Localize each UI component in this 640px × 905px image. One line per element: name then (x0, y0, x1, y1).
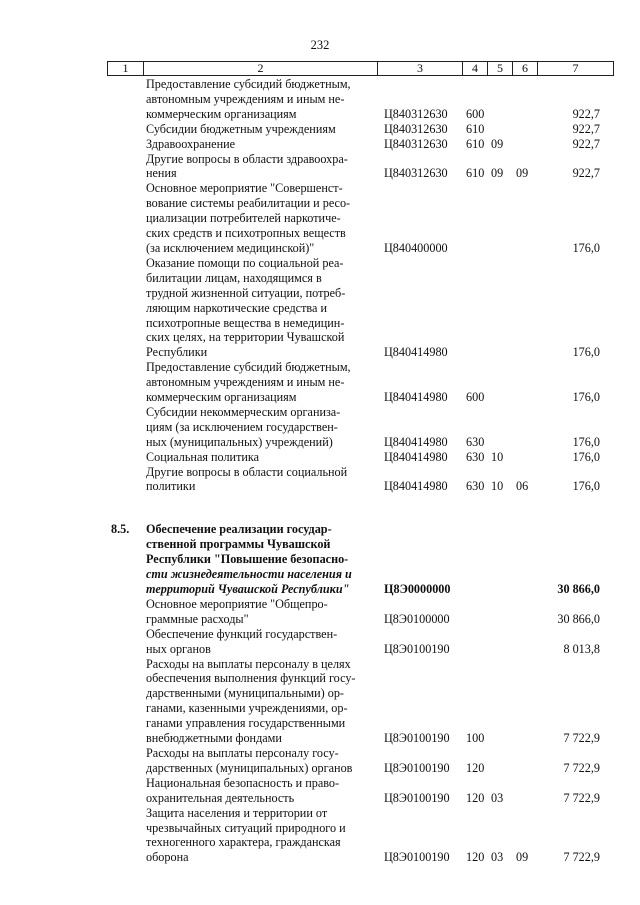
row-expense-type: 610 (466, 166, 485, 181)
row-subsection: 06 (516, 479, 529, 494)
rows-group-1 (0, 77, 640, 494)
row-expense-type: 100 (466, 731, 485, 746)
row-values (0, 791, 640, 806)
row-section: 10 (491, 479, 504, 494)
row-sum: 30 866,0 (557, 611, 600, 626)
col-header-2: 2 (144, 62, 378, 76)
row-name-line: циализации потребителей наркотиче- (146, 211, 341, 226)
table-row (0, 627, 640, 657)
row-name-line: Расходы на выплаты персоналу в целях (146, 656, 351, 671)
section-name-line: Обеспечение реализации государ- (146, 522, 332, 537)
row-section: 10 (491, 449, 504, 464)
row-sum: 8 013,8 (563, 641, 600, 656)
row-name-line: Субсидии некоммерческим организа- (146, 404, 341, 419)
row-name-line: техногенного характера, гражданская (146, 835, 341, 850)
row-expense-type: 630 (466, 449, 485, 464)
row-code: Ц8Э0100190 (384, 760, 450, 775)
row-sum: 922,7 (572, 121, 600, 136)
row-values (0, 107, 640, 122)
row-name-line: Предоставление субсидий бюджетным, (146, 77, 351, 91)
row-code: Ц8Э0100190 (384, 790, 450, 805)
row-sum: 176,0 (572, 240, 600, 255)
row-expense-type: 610 (466, 121, 485, 136)
row-values (0, 761, 640, 776)
row-name-line: ганами управления государственными (146, 716, 346, 731)
row-expense-type: 630 (466, 479, 485, 494)
row-name-line: трудной жизненной ситуации, потреб- (146, 285, 346, 300)
row-sum: 176,0 (572, 434, 600, 449)
row-name-line: вование системы реабилитации и ресо- (146, 196, 351, 211)
row-name-line: Основное мероприятие "Совершенст- (146, 181, 343, 196)
row-sum: 7 722,9 (563, 850, 600, 865)
table-row (0, 256, 640, 360)
row-values (0, 642, 640, 657)
row-name-line: охранительная деятельность (146, 790, 295, 805)
row-name-line: Предоставление субсидий бюджетным, (146, 360, 351, 375)
budget-rows (0, 77, 640, 865)
table-row (0, 746, 640, 776)
row-sum: 176,0 (572, 449, 600, 464)
section-gap (0, 494, 640, 522)
table-row (0, 137, 640, 152)
row-sum: 922,7 (572, 136, 600, 151)
col-header-4: 4 (463, 62, 488, 76)
row-sum: 7 722,9 (563, 790, 600, 805)
row-name-line: граммные расходы" (146, 611, 249, 626)
row-values (0, 450, 640, 465)
row-code: Ц840312630 (384, 166, 448, 181)
row-values (0, 731, 640, 746)
row-name-line: Защита населения и территории от (146, 805, 328, 820)
row-name-line: ганами, казенными учреждениями, ор- (146, 701, 348, 716)
col-header-1: 1 (108, 62, 144, 76)
row-code: Ц840414980 (384, 345, 448, 360)
row-expense-type: 120 (466, 790, 485, 805)
row-name-line: ных (муниципальных) учреждений) (146, 434, 333, 449)
row-name-line: обеспечения выполнения функций госу- (146, 671, 356, 686)
row-values (0, 241, 640, 256)
col-header-6: 6 (513, 62, 538, 76)
table-row (0, 405, 640, 450)
row-sum: 922,7 (572, 106, 600, 121)
col-header-5: 5 (488, 62, 513, 76)
row-code: Ц840414980 (384, 479, 448, 494)
row-section: 09 (491, 166, 504, 181)
row-sum: 176,0 (572, 345, 600, 360)
section-row (0, 522, 640, 597)
column-header-table (107, 61, 614, 76)
row-sum: 922,7 (572, 166, 600, 181)
row-code: Ц840312630 (384, 136, 448, 151)
row-name-line: психотропные вещества в немедицин- (146, 315, 345, 330)
section-name-line: ственной программы Чувашской (146, 537, 331, 552)
row-code: Ц840414980 (384, 449, 448, 464)
row-name-line: Обеспечение функций государствен- (146, 626, 338, 641)
col-header-7: 7 (538, 62, 614, 76)
row-expense-type: 120 (466, 760, 485, 775)
row-expense-type: 600 (466, 390, 485, 405)
row-name-line: Другие вопросы в области социальной (146, 464, 348, 479)
row-sum: 7 722,9 (563, 731, 600, 746)
row-sum: 176,0 (572, 390, 600, 405)
table-row (0, 181, 640, 256)
row-name-line: Здравоохранение (146, 136, 236, 151)
table-row (0, 597, 640, 627)
row-name-line: коммерческим организациям (146, 390, 297, 405)
row-name-line: Расходы на выплаты персоналу госу- (146, 745, 339, 760)
row-name-line: билитации лицам, находящимся в (146, 270, 322, 285)
row-name-line: Основное мероприятие "Общепро- (146, 596, 328, 611)
row-code: Ц8Э0100190 (384, 731, 450, 746)
row-expense-type: 610 (466, 136, 485, 151)
row-name-line: ских средств и психотропных веществ (146, 226, 346, 241)
row-name-line: Субсидии бюджетным учреждениям (146, 121, 336, 136)
col-header-3: 3 (378, 62, 463, 76)
row-values (0, 345, 640, 360)
rows-group-2 (0, 597, 640, 865)
row-values (0, 479, 640, 494)
table-row (0, 360, 640, 405)
table-row (0, 806, 640, 866)
row-name-line: внебюджетными фондами (146, 731, 282, 746)
table-row (0, 77, 640, 122)
row-values (0, 137, 640, 152)
row-sum: 7 722,9 (563, 760, 600, 775)
row-code: Ц840312630 (384, 121, 448, 136)
row-name-line: Оказание помощи по социальной реа- (146, 255, 344, 270)
section-number: 8.5. (111, 522, 130, 537)
row-values (0, 612, 640, 627)
table-row (0, 152, 640, 182)
table-row (0, 450, 640, 465)
row-values (0, 122, 640, 137)
row-name-line: чрезвычайных ситуаций природного и (146, 820, 346, 835)
row-name-line: Другие вопросы в области здравоохра- (146, 151, 348, 166)
table-row (0, 657, 640, 746)
section-name-line: территорий Чувашской Республики" (146, 582, 350, 596)
row-name-line: Республики (146, 345, 208, 360)
row-values (0, 390, 640, 405)
row-name-line: Социальная политика (146, 449, 260, 464)
row-name-line: политики (146, 479, 196, 494)
row-code: Ц8Э0100190 (384, 641, 450, 656)
row-expense-type: 600 (466, 106, 485, 121)
row-expense-type: 120 (466, 850, 485, 865)
row-values (0, 850, 640, 865)
row-section: 03 (491, 790, 504, 805)
section-name-line: Республики "Повышение безопасно- (146, 552, 349, 567)
row-name-line: ских целях, на территории Чувашской (146, 330, 345, 345)
page-number: 232 (310, 38, 330, 52)
row-subsection: 09 (516, 850, 529, 865)
row-code: Ц840414980 (384, 434, 448, 449)
section-sum: 30 866,0 (557, 582, 600, 597)
row-section: 03 (491, 850, 504, 865)
row-code: Ц840400000 (384, 240, 448, 255)
row-subsection: 09 (516, 166, 529, 181)
row-code: Ц8Э0100000 (384, 611, 450, 626)
row-expense-type: 630 (466, 434, 485, 449)
row-values (0, 166, 640, 181)
row-name-line: ных органов (146, 641, 211, 656)
row-name-line: оборона (146, 850, 189, 865)
row-name-line: (за исключением медицинской)" (146, 240, 315, 255)
row-name-line: коммерческим организациям (146, 106, 297, 121)
row-code: Ц8Э0100190 (384, 850, 450, 865)
row-sum: 176,0 (572, 479, 600, 494)
row-values (0, 435, 640, 450)
section-values (0, 582, 640, 597)
section-name-bold (146, 522, 371, 567)
table-row (0, 776, 640, 806)
section-code: Ц8Э0000000 (384, 582, 451, 597)
table-row (0, 122, 640, 137)
row-name-line: ляющим наркотические средства и (146, 300, 327, 315)
table-row (0, 465, 640, 495)
row-name-line: дарственными (муниципальными) ор- (146, 686, 344, 701)
row-section: 09 (491, 136, 504, 151)
row-code: Ц840414980 (384, 390, 448, 405)
row-name-line: нения (146, 166, 177, 181)
row-code: Ц840312630 (384, 106, 448, 121)
section-name-line: сти жизнедеятельности населения и (146, 567, 352, 582)
row-name-line: автономным учреждениям и иным не- (146, 91, 345, 106)
row-name-line: автономным учреждениям и иным не- (146, 375, 345, 390)
row-name-line: дарственных (муниципальных) органов (146, 760, 353, 775)
row-name-line: Национальная безопасность и право- (146, 775, 340, 790)
row-name-line: циям (за исключением государствен- (146, 419, 338, 434)
